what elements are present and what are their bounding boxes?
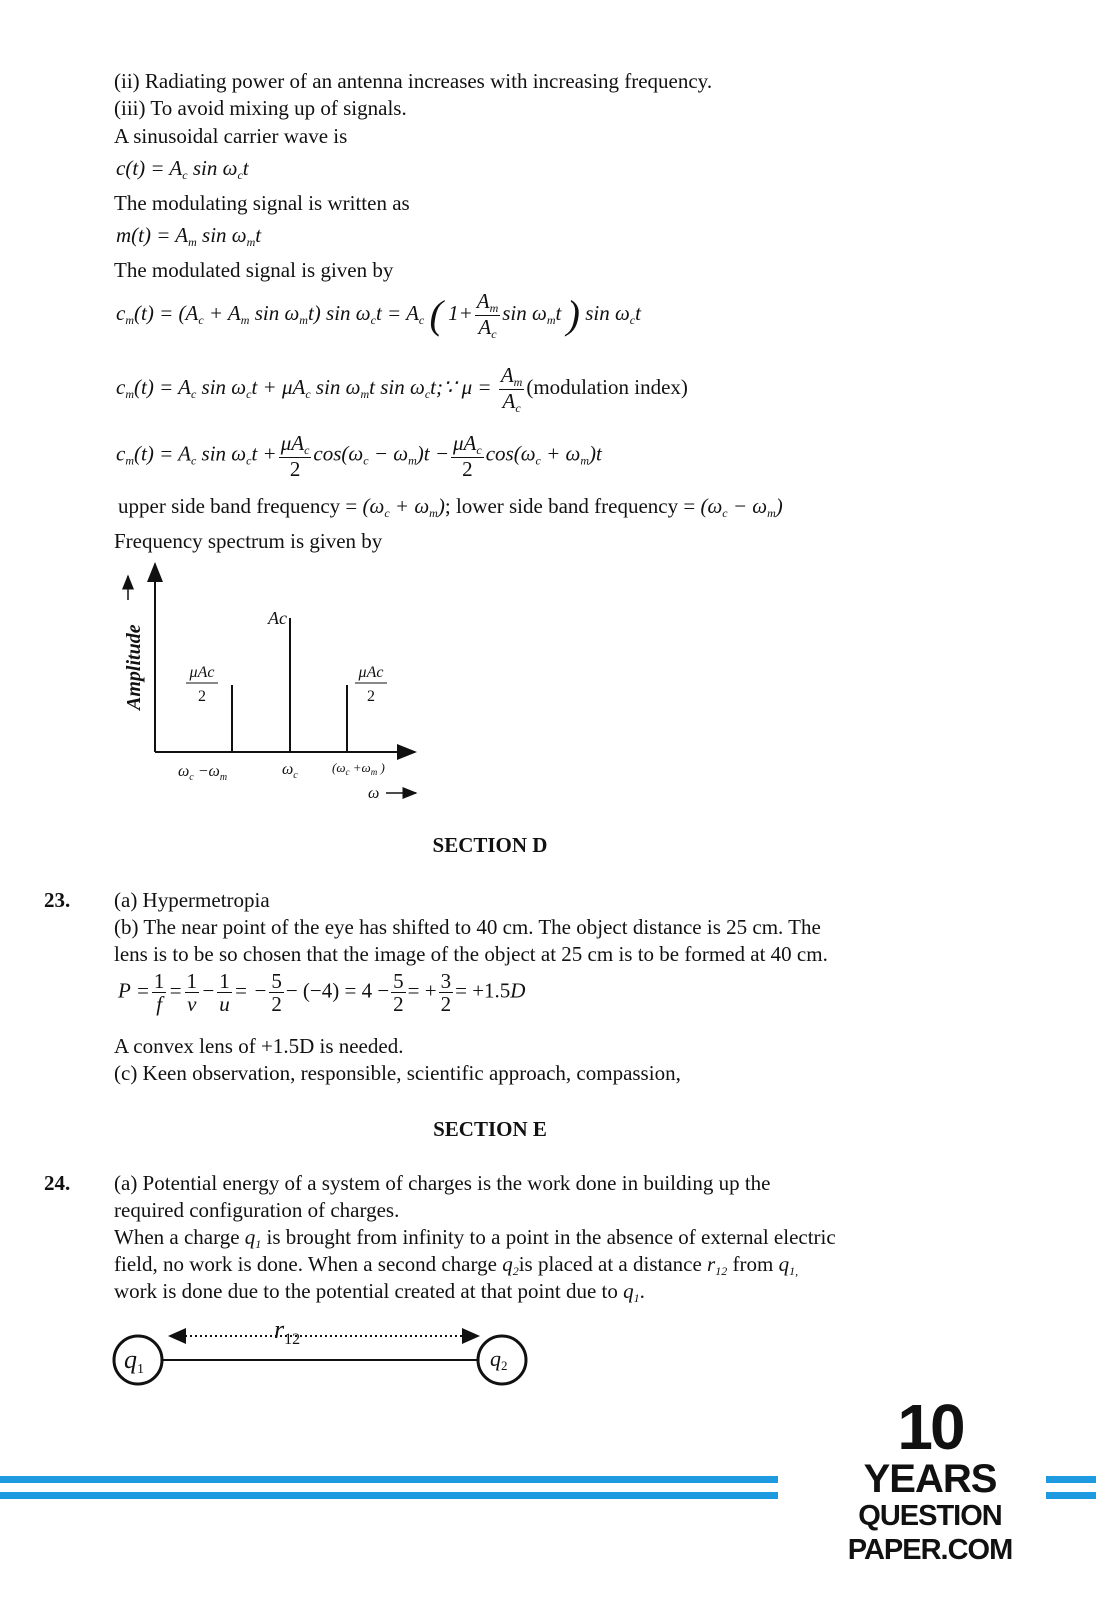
p2-start: field, no work is done. When a second charge (114, 1252, 503, 1276)
question-23-number: 23. (44, 888, 71, 912)
bar-label-numerator-1: μAc (189, 664, 215, 681)
inline-q2: q (502, 1252, 513, 1276)
q2-label: q2 (490, 1346, 508, 1373)
q23-part-b-line1: (b) The near point of the eye has shifted to 40 cm. The object distance is 25 cm. The (114, 915, 821, 939)
p3-start: work is done due to the potential created at that point due to (114, 1279, 624, 1303)
q23-part-a: (a) Hypermetropia (114, 888, 270, 912)
tick-carrier: $\omega_c$ (282, 761, 298, 781)
question-24-number: 24. (44, 1171, 71, 1195)
text-line-iii: (iii) To avoid mixing up of signals. (114, 96, 407, 120)
q24-paragraph-line1: When a charge $q_1$ is brought from infinity to a point in the absence of external electric (114, 1225, 836, 1251)
inline-q1: q (244, 1225, 256, 1249)
sideband-frequencies: upper side band frequency = $(\omega_c + \omega_m)$; lower side band frequency = $(\omega_c - \omega_m)$ (118, 494, 783, 520)
footer-stripe-top (0, 1476, 778, 1483)
modulated-equation-2: $c_m(t) = A_c$ $\sin \omega_ct + \mu A_c$ $\sin \omega_mt$ $\sin \omega_ct;\because$ μ = $\frac{A_m}{A_c}$ (modulation index) (116, 363, 688, 415)
text-line-ii: (ii) Radiating power of an antenna increases with increasing frequency. (114, 69, 713, 93)
bar-label-denominator-1: 2 (198, 688, 206, 705)
site-logo (780, 1391, 1080, 1567)
power-equation: P = $\frac{1}{f}$ = $\frac{1}{v}$ − $\frac{1}{u}$ = − $\frac{5}{2}$ − (−4) = 4 − $\frac{5}{2}$ = + $\frac{3}{2}$ = +1.5D (118, 969, 526, 1017)
bar-label-2: Ac (268, 608, 287, 628)
modulating-equation: $m(t) = A_m$ $\sin \omega_mt$ (116, 223, 262, 249)
tick-lower-sideband: $\omega_c -\omega_m$ (178, 763, 228, 783)
p1-start: When a charge (114, 1225, 245, 1249)
footer-stripe-bottom (0, 1492, 778, 1499)
q23-conclusion: A convex lens of +1.5D is needed. (114, 1034, 404, 1058)
logo-site-name: QUESTION PAPER.COM (847, 1500, 1013, 1566)
logo-number: 10 (897, 1391, 963, 1463)
inline-r12: r (707, 1252, 716, 1276)
q24-part-a-line1: (a) Potential energy of a system of charges is the work done in building up the (114, 1171, 771, 1195)
bar-label-denominator-3: 2 (367, 688, 375, 705)
q24-paragraph-line2: field, no work is done. When a second charge $q_2is$ placed at a distance $r_{12}$ from $q_{1,}$ (114, 1252, 799, 1278)
p1-end: is brought from infinity to a point in the absence of external electric (261, 1225, 836, 1249)
q1-label: q1 (124, 1345, 144, 1377)
modulated-intro: The modulated signal is given by (114, 258, 394, 282)
charges-diagram (110, 1318, 540, 1388)
bar-label-numerator-3: μAc (358, 664, 384, 681)
p2-mid: is placed at a distance (518, 1252, 708, 1276)
section-d-heading: SECTION D (432, 833, 548, 857)
p2-end: from (727, 1252, 779, 1276)
upper-sideband-label: upper side band frequency = (118, 494, 358, 518)
tick-upper-sideband: ($\omega_c +\omega_m$ ) (332, 760, 385, 777)
logo-years: YEARS (863, 1457, 997, 1501)
carrier-equation: $c(t) = A_c$ $\sin \omega_ct$ (116, 156, 249, 182)
r12-label: $r_{12}$ (274, 1318, 301, 1348)
q24-paragraph-line3: work is done due to the potential created at that point due to $q_1$. (114, 1279, 645, 1305)
modulation-index-text: (modulation index) (526, 374, 688, 399)
carrier-intro: A sinusoidal carrier wave is (114, 124, 348, 148)
q24-part-a-line2: required configuration of charges. (114, 1198, 400, 1222)
q23-part-c: (c) Keen observation, responsible, scientific approach, compassion, (114, 1061, 681, 1085)
q23-part-b-line2: lens is to be so chosen that the image of the object at 25 cm is to be formed at 40 cm. (114, 942, 828, 966)
modulated-equation-3: $c_m(t) = A_c$ $\sin \omega_ct$ + $\frac{\mu A_c}{2}$ $\cos(\omega_c - \omega_m)t$ − $\frac{\mu A_c}{2}$ $\cos(\omega_c + \omega_m)t$ (116, 431, 602, 481)
x-axis-label: ω (368, 785, 380, 802)
modulating-intro: The modulating signal is written as (114, 191, 410, 215)
lower-sideband-label: lower side band frequency = (455, 494, 696, 518)
section-e-heading: SECTION E (433, 1117, 547, 1141)
spectrum-intro: Frequency spectrum is given by (114, 529, 383, 553)
y-axis-label: Amplitude (123, 624, 145, 710)
modulated-equation-1: $c_m(t) = (A_c + A_m$ $\sin \omega_mt$) $\sin \omega_ct = A_c$ ( 1+ $\frac{A_m}{A_c}$ $\sin \omega_mt$ ) $\sin \omega_ct$ (116, 289, 641, 341)
frequency-spectrum-chart (110, 560, 440, 810)
